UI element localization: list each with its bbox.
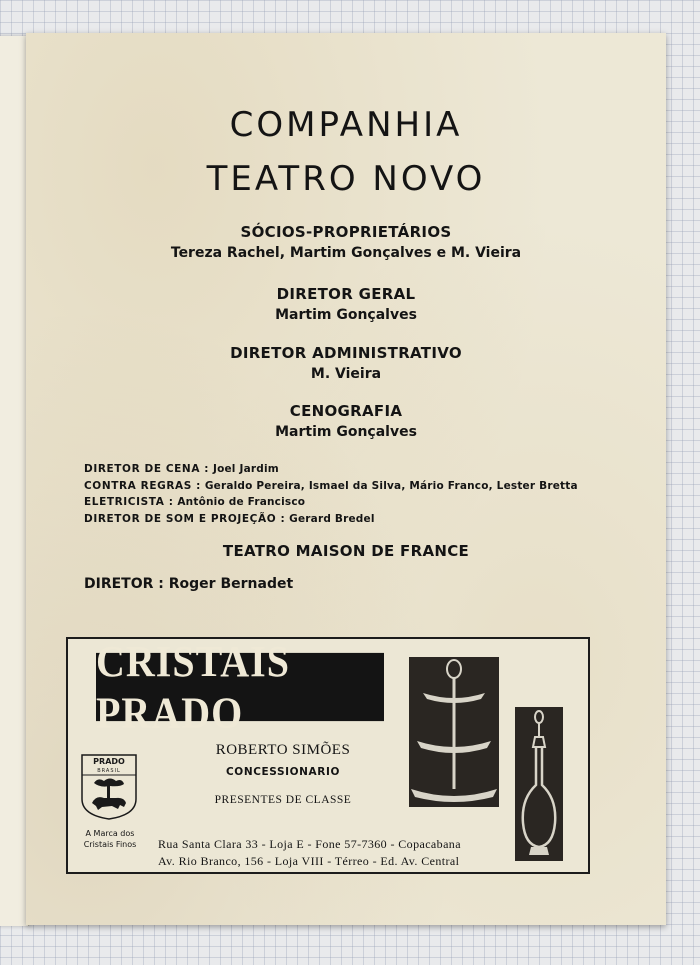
crew-credits xyxy=(84,461,644,527)
credit-names: Geraldo Pereira, Ismael da Silva, Mário Franco, Lester Bretta xyxy=(204,479,578,492)
credit-names: Joel Jardim xyxy=(212,463,279,475)
advertisement xyxy=(66,637,590,874)
lion-tree-crest-icon xyxy=(80,753,138,821)
ad-owner-name: ROBERTO SIMÕES xyxy=(215,742,351,758)
ad-address-line-2: Av. Rio Branco, 156 - Loja VIII - Térreo - Ed. Av. Central xyxy=(158,854,460,868)
credit-names: Gerard Bredel xyxy=(289,512,375,525)
venue-director xyxy=(84,576,293,592)
venue-director-name: Roger Bernadet xyxy=(168,576,294,592)
program-page xyxy=(26,33,666,925)
section-owners xyxy=(26,223,666,261)
section-heading: SÓCIOS-PROPRIETÁRIOS xyxy=(240,223,452,241)
ad-tagline: PRESENTES DE CLASSE xyxy=(214,794,352,806)
credit-line xyxy=(84,478,644,495)
logo-text-brasil: BRASIL xyxy=(97,768,121,774)
logo-caption-line-1: A Marca dos xyxy=(85,829,135,838)
ad-address-line-1: Rua Santa Clara 33 - Loja E - Fone 57-7360 - Copacabana xyxy=(158,837,461,851)
ad-brand-banner xyxy=(96,636,384,738)
ad-brand-name: CRISTAIS PRADO xyxy=(96,636,290,738)
credit-names: Antônio de Francisco xyxy=(177,496,306,508)
crystal-decanter-icon xyxy=(515,707,563,861)
section-general-director xyxy=(26,285,666,323)
venue-director-role: DIRETOR : xyxy=(84,576,164,592)
logo-caption-line-2: Cristais Finos xyxy=(83,840,137,849)
section-scenography xyxy=(26,402,666,440)
facing-page-edge xyxy=(0,36,29,926)
section-admin-director xyxy=(26,344,666,382)
tiered-crystal-stand-icon xyxy=(409,657,499,807)
section-heading: DIRETOR ADMINISTRATIVO xyxy=(230,344,462,362)
company-title-line-2: TEATRO NOVO xyxy=(206,159,486,199)
venue-heading: TEATRO MAISON DE FRANCE xyxy=(222,542,470,560)
section-heading: DIRETOR GERAL xyxy=(276,285,416,303)
credit-line xyxy=(84,511,644,528)
credit-line xyxy=(84,461,644,478)
credit-role: CONTRA REGRAS : xyxy=(84,479,201,492)
section-names: Martim Gonçalves xyxy=(275,307,417,323)
company-title-line-1: COMPANHIA xyxy=(229,105,463,145)
logo-caption xyxy=(72,828,148,850)
ad-owner-role: CONCESSIONARIO xyxy=(225,766,340,778)
credit-role: DIRETOR DE CENA : xyxy=(84,463,210,475)
credit-line xyxy=(84,494,644,511)
section-heading: CENOGRAFIA xyxy=(289,402,403,420)
credit-role: DIRETOR DE SOM E PROJEÇÃO : xyxy=(84,512,286,525)
section-names: Martim Gonçalves xyxy=(275,424,417,440)
section-names: M. Vieira xyxy=(310,366,382,382)
logo-text-prado: PRADO xyxy=(93,757,125,766)
section-names: Tereza Rachel, Martim Gonçalves e M. Vieira xyxy=(170,245,522,261)
credit-role: ELETRICISTA : xyxy=(84,496,174,508)
